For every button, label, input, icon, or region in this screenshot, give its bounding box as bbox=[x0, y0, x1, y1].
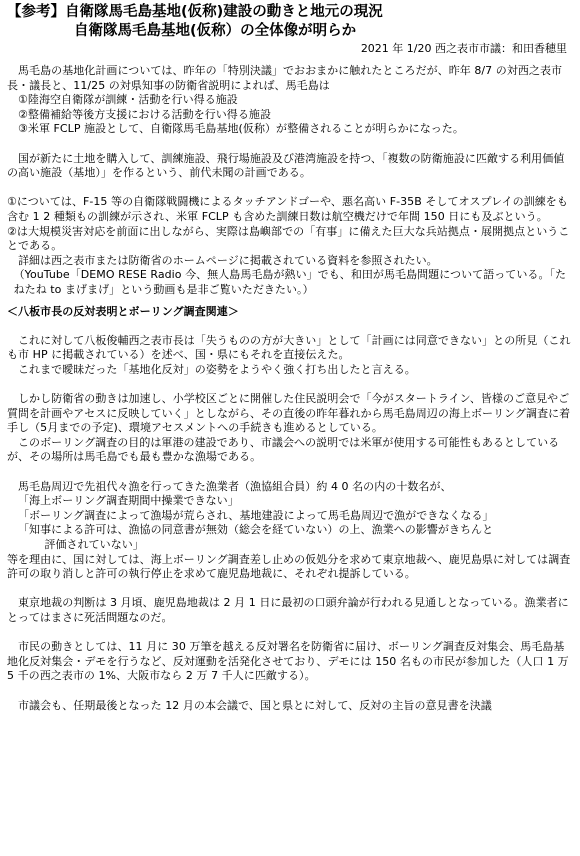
intro-paragraph: 馬毛島の基地化計画については、昨年の「特別決議」でおおまかに触れたところだが、昨年 8/7 の対西之表市長・議長と、11/25 の対県知事の防衛省説明によれば、馬毛島は bbox=[7, 64, 563, 92]
intro-item-2: ②整備補給等後方支援における活動を行い得る施設 bbox=[18, 107, 272, 121]
fishermen-quote-3-cont: 評価されていない」 bbox=[44, 538, 144, 551]
document-title: 【参考】自衛隊馬毛島基地(仮称)建設の動きと地元の現況 bbox=[7, 4, 383, 20]
boring-purpose-paragraph: このボーリング調査の目的は軍港の建設であり、市議会への説明では米軍が使用する可能性もあるとしているが、その場所は馬毛島でも最も豊かな漁場である。 bbox=[7, 435, 560, 464]
intro-item-1: ①陸海空自衛隊が訓練・活動を行い得る施設 bbox=[18, 93, 238, 107]
reference-paragraph: 詳細は西之表市または防衛省のホームページに掲載されている資料を参照されたい。 bbox=[18, 253, 438, 267]
fishermen-quote-2: 「ボーリング調査によって漁場が荒らされ、基地建設によって馬毛島周辺で漁ができなくなる」 bbox=[18, 508, 494, 522]
logistics-paragraph: ②は大規模災害対応を前面に出しながら、実際は島嶼部での「有事」に備えた巨大な兵站拠点・展開拠点ということである。 bbox=[7, 224, 570, 253]
fishermen-paragraph: 馬毛島周辺で先祖代々漁を行ってきた漁業者（漁協組合員）約 4 0 名の内の十数名が、 bbox=[18, 479, 452, 493]
plan-paragraph: 国が新たに土地を購入して、訓練施設、飛行場施設及び港湾施設を持つ、「複数の防衛施設に匹敵する利用価値の高い施設（基地）」を作るという、前代未聞の計画である。 bbox=[7, 151, 565, 180]
youtube-paragraph: （YouTube「DEMO RESE Radio 今、無人島馬毛島が熱い」でも、和田が馬毛島問題について語っている。「たねたね to まげまげ」という動画も是非ご覧いただきたい。） bbox=[13, 268, 567, 296]
intro-item-3: ③米軍 FCLP 施設として、自衛隊馬毛島基地(仮称）が整備されることが明らかになった。 bbox=[18, 122, 464, 136]
document-body bbox=[7, 57, 573, 713]
document-subtitle: 自衛隊馬毛島基地(仮称）の全体像が明らか bbox=[74, 23, 357, 39]
training-paragraph: ①については、F-15 等の自衛隊戦闘機によるタッチアンドゴーや、悪名高い F-35B そしてオスプレイの訓練をも含む 1 2 種類もの訓練が示され、米軍 FCLP も含めた訓練日数は航空機だけで年間 150 日にも及ぶという。 bbox=[7, 195, 568, 223]
mayor-paragraph: これに対して八板俊輔西之表市長は「失うものの方が大きい」として「計画には同意できない」との所見（これも市 HP に掲載されている）を述べ、国・県にもそれを直接伝えた。 bbox=[7, 333, 571, 362]
section-heading: ＜八板市長の反対表明とボーリング調査関連＞ bbox=[7, 304, 239, 318]
mayor-paragraph-2: これまで曖昧だった「基地化反対」の姿勢をようやく強く打ち出したと言える。 bbox=[18, 362, 416, 376]
fishermen-quote-3: 「知事による許可は、漁協の同意書が無効（総会を経ていない）の上、漁業への影響がきちんと bbox=[18, 523, 494, 537]
council-paragraph: 市議会も、任期最後となった 12 月の本会議で、国と県とに対して、反対の主旨の意見書を決議 bbox=[18, 698, 492, 712]
fishermen-quote-1: 「海上ボーリング調査期間中操業できない」 bbox=[18, 494, 239, 508]
byline: 2021 年 1/20 西之表市市議：和田香穂里 bbox=[360, 42, 567, 55]
lawsuit-paragraph: 等を理由に、国に対しては、海上ボーリング調査差し止めの仮処分を求めて東京地裁へ、鹿児島県に対しては調査許可の取り消しと許可の執行停止を求めて鹿児島地裁に、それぞれ提訴している。 bbox=[7, 552, 571, 581]
citizen-paragraph: 市民の動きとしては、11 月に 30 万筆を越える反対署名を防衛省に届け、ボーリング調査反対集会、馬毛島基地化反対集会・デモを行うなど、反対運動を活発化させており、デモには 150 名もの市民が参加した（人口 1 万 5 千の西之表市の 1%、大阪市なら 2 万 7 千人に匹敵する）。 bbox=[7, 640, 569, 683]
court-paragraph: 東京地裁の判断は 3 月頃、鹿児島地裁は 2 月 1 日に最初の口頭弁論が行われる見通しとなっている。漁業者にとってはまさに死活問題なのだ。 bbox=[7, 596, 569, 624]
boring-survey-paragraph: しかし防衛省の動きは加速し、小学校区ごとに開催した住民説明会で「今がスタートライン、皆様のご意見やご質問を計画やアセスに反映していく」としながら、その直後の昨年暮れから馬毛島周辺の海上ボーリング調査に着手し（5月までの予定)、環境アセスメントへの手続きも進めるとしている。 bbox=[7, 392, 571, 435]
